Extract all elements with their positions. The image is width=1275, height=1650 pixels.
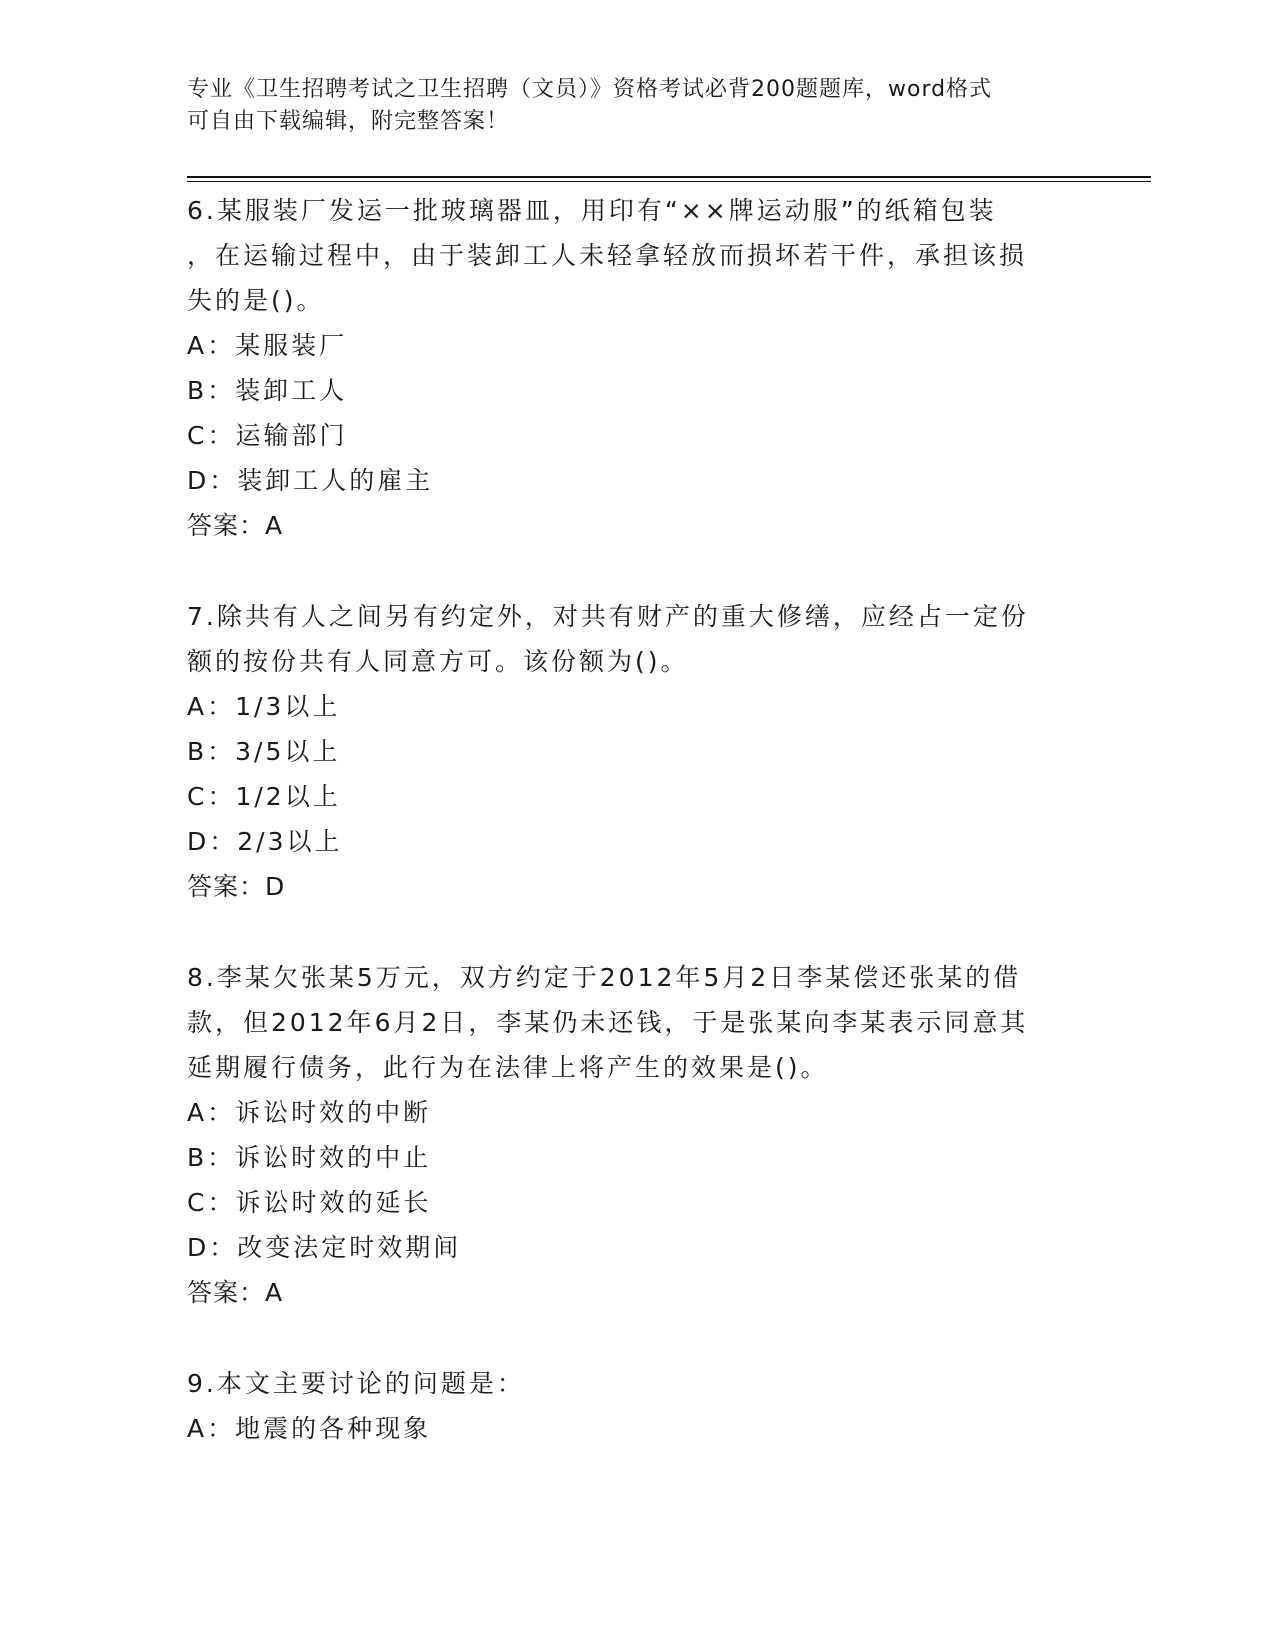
option-d: D：2/3以上: [187, 827, 343, 856]
option-b: B：装卸工人: [187, 376, 348, 405]
option-b: B：诉讼时效的中止: [187, 1143, 432, 1172]
answer-line: 答案：A: [187, 511, 284, 540]
option-c: C：运输部门: [187, 421, 348, 450]
answer-line: 答案：A: [187, 1278, 284, 1307]
header-line-2: 可自由下载编辑，附完整答案！: [187, 109, 510, 134]
question-list: [187, 188, 1087, 1497]
question-stem-line: 7.除共有人之间另有约定外，对共有财产的重大修缮，应经占一定份: [187, 602, 1029, 631]
option-d: D：改变法定时效期间: [187, 1233, 462, 1262]
option-a: A：地震的各种现象: [187, 1414, 432, 1443]
question-9: [187, 1361, 1087, 1451]
question-stem-line: 6.某服装厂发运一批玻璃器皿，用印有“××牌运动服”的纸箱包装: [187, 196, 997, 225]
option-c: C：1/2以上: [187, 782, 341, 811]
header-line-1: 专业《卫生招聘考试之卫生招聘（文员）》资格考试必背200题题库，word格式: [187, 77, 993, 102]
header-divider-thick: [187, 176, 1151, 178]
option-a: A：1/3以上: [187, 692, 341, 721]
question-stem-line: 款，但2012年6月2日，李某仍未还钱，于是张某向李某表示同意其: [187, 1008, 1029, 1037]
document-header: [187, 74, 1067, 138]
option-c: C：诉讼时效的延长: [187, 1188, 432, 1217]
answer-line: 答案：D: [187, 872, 286, 901]
option-a: A：诉讼时效的中断: [187, 1098, 432, 1127]
option-d: D：装卸工人的雇主: [187, 466, 434, 495]
question-7: [187, 594, 1087, 909]
question-stem-line: 额的按份共有人同意方可。该份额为()。: [187, 647, 689, 676]
question-8: [187, 955, 1087, 1315]
question-stem-line: 失的是()。: [187, 286, 325, 315]
header-divider-thin: [187, 181, 1151, 182]
question-stem-line: 9.本文主要讨论的问题是：: [187, 1369, 525, 1398]
question-6: [187, 188, 1087, 548]
question-stem-line: 延期履行债务，此行为在法律上将产生的效果是()。: [187, 1053, 829, 1082]
option-a: A：某服装厂: [187, 331, 348, 360]
question-stem-line: ，在运输过程中，由于装卸工人未轻拿轻放而损坏若干件，承担该损: [187, 241, 1028, 270]
option-b: B：3/5以上: [187, 737, 341, 766]
question-stem-line: 8.李某欠张某5万元，双方约定于2012年5月2日李某偿还张某的借: [187, 963, 1022, 992]
